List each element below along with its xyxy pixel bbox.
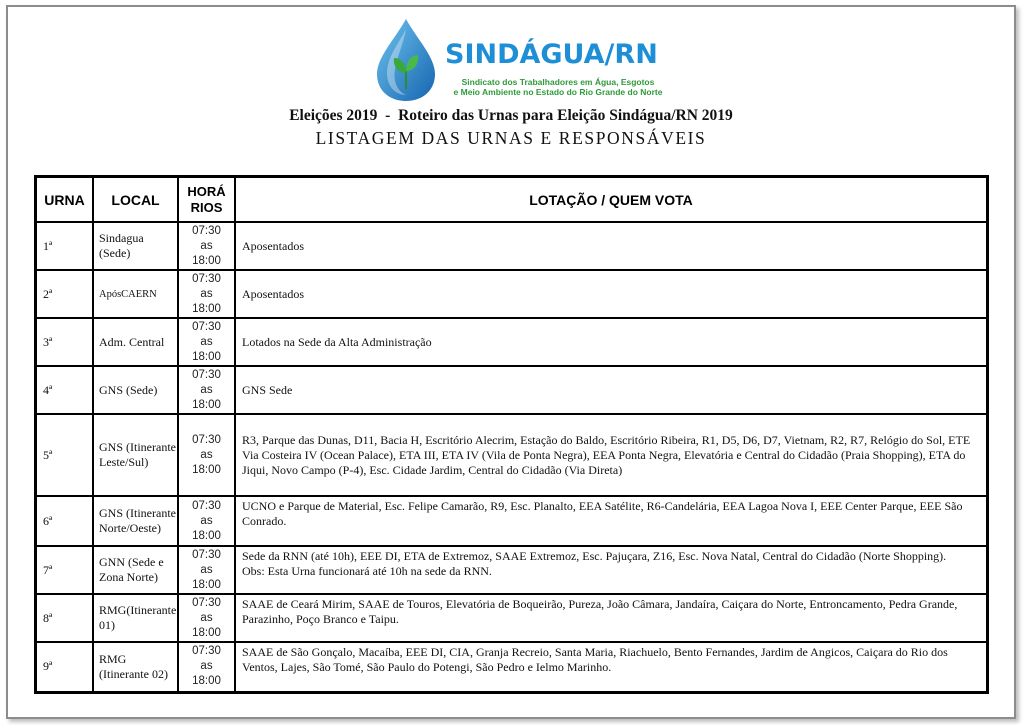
- cell-urna: 2ª: [36, 270, 94, 318]
- horario-end: 18:00: [192, 350, 221, 363]
- cell-urna: 4ª: [36, 366, 94, 414]
- cell-horario: [178, 496, 235, 546]
- table-row: [36, 366, 988, 414]
- cell-horario: [178, 270, 235, 318]
- horario-separator: as: [200, 287, 213, 300]
- cell-local: GNS (Itinerante Leste/Sul): [93, 414, 178, 496]
- horario-start: 07:30: [192, 433, 221, 446]
- cell-local: GNS (Itinerante Norte/Oeste): [93, 496, 178, 546]
- brand-subtitle: [445, 77, 671, 97]
- cell-horario: [178, 318, 235, 366]
- horario-start: 07:30: [192, 645, 221, 658]
- cell-horario: [178, 222, 235, 270]
- table-row: [36, 222, 988, 270]
- table-row: [36, 642, 988, 692]
- cell-lotacao: GNS Sede: [235, 366, 988, 414]
- cell-horario: [178, 642, 235, 692]
- horario-end: 18:00: [192, 398, 221, 411]
- sindagua-logo: [373, 17, 693, 107]
- header-urna: URNA: [36, 177, 94, 223]
- cell-lotacao: Aposentados: [235, 270, 988, 318]
- horario-start: 07:30: [192, 499, 221, 512]
- table-row: [36, 318, 988, 366]
- cell-lotacao: [235, 546, 988, 594]
- brand-subtitle-line1: Sindicato dos Trabalhadores em Água, Esgotos: [461, 77, 655, 87]
- cell-local: RMG(Itinerante 01): [93, 594, 178, 642]
- cell-horario: [178, 546, 235, 594]
- cell-lotacao: R3, Parque das Dunas, D11, Bacia H, Escritório Alecrim, Estação do Baldo, Escritório Ribeira, R1, D5, D6, D7, Vietnam, R2, R7, Relógio do Sol, ETE Via Costeira IV (Ocean Palace), ETA III, ETA IV (Vila de Ponta Negra), EEA Ponta Negra, Elevatória e Central do Cidadão (Praia Shopping), ETA do Jiqui, Novo Campo (P-4), Esc. Cidade Jardim, Central do Cidadão (Via Direta): [235, 414, 988, 496]
- cell-local: RMG (Itinerante 02): [93, 642, 178, 692]
- cell-local: GNS (Sede): [93, 366, 178, 414]
- cell-urna: 1ª: [36, 222, 94, 270]
- lotacao-text: Sede da RNN (até 10h), EEE DI, ETA de Extremoz, SAAE Extremoz, Esc. Pajuçara, Z16, Esc. Nova Natal, Central do Cidadão (Norte Shopping).: [242, 549, 947, 563]
- document-page: [6, 5, 1016, 719]
- lotacao-note: Obs: Esta Urna funcionará até 10h na sede da RNN.: [242, 564, 492, 578]
- cell-urna: 7ª: [36, 546, 94, 594]
- cell-horario: [178, 414, 235, 496]
- header-horarios-line2: RIOS: [190, 199, 223, 215]
- cell-local: Adm. Central: [93, 318, 178, 366]
- cell-urna: 9ª: [36, 642, 94, 692]
- horario-separator: as: [200, 448, 213, 461]
- document-title: Eleições 2019 - Roteiro das Urnas para Eleição Sindágua/RN 2019: [289, 107, 733, 124]
- table-row: [36, 594, 988, 642]
- horario-separator: as: [200, 563, 213, 576]
- cell-local: ApósCAERN: [93, 270, 178, 318]
- cell-urna: 5ª: [36, 414, 94, 496]
- horario-separator: as: [200, 383, 213, 396]
- cell-lotacao: Aposentados: [235, 222, 988, 270]
- horario-end: 18:00: [192, 675, 221, 688]
- horario-separator: as: [200, 239, 213, 252]
- cell-horario: [178, 594, 235, 642]
- horario-end: 18:00: [192, 463, 221, 476]
- cell-lotacao: SAAE de Ceará Mirim, SAAE de Touros, Elevatória de Boqueirão, Pureza, João Câmara, Jandaíra, Caiçara do Norte, Entroncamento, Pedra Grande, Parazinho, Poço Branco e Taipu.: [235, 594, 988, 642]
- table-row: [36, 414, 988, 496]
- brand-subtitle-line2: e Meio Ambiente no Estado do Rio Grande do Norte: [453, 87, 663, 97]
- brand-name: SINDÁGUA/RN: [445, 39, 658, 70]
- horario-start: 07:30: [192, 224, 221, 237]
- horario-end: 18:00: [192, 578, 221, 591]
- cell-local: Sindagua (Sede): [93, 222, 178, 270]
- horario-separator: as: [200, 335, 213, 348]
- table-row: [36, 496, 988, 546]
- horario-separator: as: [200, 611, 213, 624]
- horario-end: 18:00: [192, 626, 221, 639]
- cell-urna: 8ª: [36, 594, 94, 642]
- cell-local: GNN (Sede e Zona Norte): [93, 546, 178, 594]
- cell-urna: 3ª: [36, 318, 94, 366]
- urnas-table: [34, 175, 989, 694]
- header-local: LOCAL: [93, 177, 178, 223]
- horario-start: 07:30: [192, 272, 221, 285]
- cell-urna: 6ª: [36, 496, 94, 546]
- horario-start: 07:30: [192, 548, 221, 561]
- water-drop-leaf-icon: [373, 17, 439, 103]
- horario-start: 07:30: [192, 596, 221, 609]
- horario-separator: as: [200, 514, 213, 527]
- document-subtitle: LISTAGEM DAS URNAS E RESPONSÁVEIS: [315, 128, 707, 148]
- cell-lotacao: UCNO e Parque de Material, Esc. Felipe Camarão, R9, Esc. Planalto, EEA Satélite, R6-Candelária, EEA Lagoa Nova I, EEE Center Parque, EEE São Conrado.: [235, 496, 988, 546]
- header-horarios: [178, 177, 235, 223]
- header-horarios-line1: HORÁ: [187, 183, 226, 199]
- table-row: [36, 270, 988, 318]
- horario-start: 07:30: [192, 368, 221, 381]
- table-row: [36, 546, 988, 594]
- horario-start: 07:30: [192, 320, 221, 333]
- horario-end: 18:00: [192, 302, 221, 315]
- table-header-row: [36, 177, 988, 223]
- header-lotacao: LOTAÇÃO / QUEM VOTA: [235, 177, 988, 223]
- cell-horario: [178, 366, 235, 414]
- cell-lotacao: Lotados na Sede da Alta Administração: [235, 318, 988, 366]
- horario-separator: as: [200, 660, 213, 673]
- horario-end: 18:00: [192, 254, 221, 267]
- horario-end: 18:00: [192, 529, 221, 542]
- cell-lotacao: SAAE de São Gonçalo, Macaíba, EEE DI, CIA, Granja Recreio, Santa Maria, Riachuelo, Bento Fernandes, Jardim de Angicos, Caiçara do Rio dos Ventos, Lajes, São Tomé, São Paulo do Potengi, São Pedro e Ielmo Marinho.: [235, 642, 988, 692]
